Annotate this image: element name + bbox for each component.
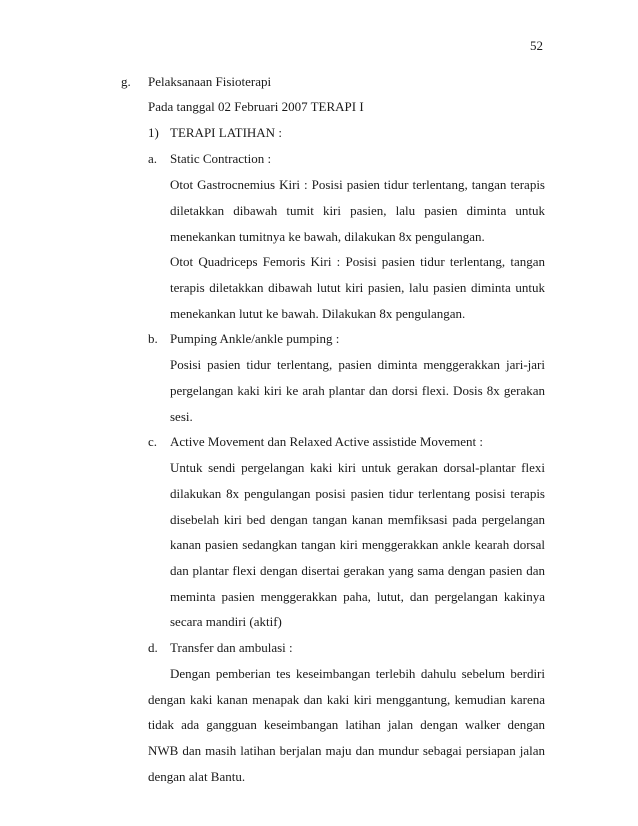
section-title: Pelaksanaan Fisioterapi xyxy=(148,74,272,89)
section-marker: g. xyxy=(121,74,131,89)
item-d-line: Dengan pemberian tes keseimbangan terlebih dahulu sebelum berdiri xyxy=(170,666,545,681)
item-c-line: secara mandiri (aktif) xyxy=(170,614,282,629)
item-d-line: dengan kaki kanan menapak dan kaki kiri menggantung, kemudian karena xyxy=(148,692,545,707)
item-c-title: Active Movement dan Relaxed Active assistide Movement : xyxy=(170,434,484,449)
item-d-title: Transfer dan ambulasi : xyxy=(170,640,293,655)
therapy-marker: 1) xyxy=(148,125,159,140)
item-a-line: terapis diletakkan dibawah lutut kiri pasien, lalu pasien diminta untuk xyxy=(170,280,545,295)
therapy-title: TERAPI LATIHAN : xyxy=(170,125,282,140)
item-d-line: tidak ada gangguan keseimbangan latihan jalan dengan walker dengan xyxy=(148,717,545,732)
item-c-line: meminta pasien menggerakkan paha, lutut, dan pergelangan kakinya xyxy=(170,589,545,604)
item-c-line: dilakukan 8x pengulangan posisi pasien tidur terlentang posisi terapis xyxy=(170,486,545,501)
item-c-marker: c. xyxy=(148,434,158,449)
item-c-line: kanan pasien sedangkan tangan kiri menggerakkan ankle kearah dorsal xyxy=(170,537,545,552)
item-b-line: Posisi pasien tidur terlentang, pasien diminta menggerakkan jari-jari xyxy=(170,357,545,372)
item-d-line: dengan alat Bantu. xyxy=(148,769,246,784)
item-b-line: sesi. xyxy=(170,409,193,424)
item-a-line: diletakkan dibawah tumit kiri pasien, lalu pasien diminta untuk xyxy=(170,203,545,218)
item-a-line: menekankan lutut ke bawah. Dilakukan 8x pengulangan. xyxy=(170,306,466,321)
item-a-line: Otot Gastrocnemius Kiri : Posisi pasien tidur terlentang, tangan terapis xyxy=(170,177,545,192)
date-line: Pada tanggal 02 Februari 2007 TERAPI I xyxy=(148,99,364,114)
item-b-line: pergelangan kaki kiri ke arah plantar dan dorsi flexi. Dosis 8x gerakan xyxy=(170,383,545,398)
page-number: 52 xyxy=(530,38,543,53)
item-a-line: Otot Quadriceps Femoris Kiri : Posisi pasien tidur terlentang, tangan xyxy=(170,254,545,269)
item-d-line: NWB dan masih latihan berjalan maju dan mundur sebagai persiapan jalan xyxy=(148,743,545,758)
item-d-marker: d. xyxy=(148,640,158,655)
item-a-title: Static Contraction : xyxy=(170,151,272,166)
item-c-line: Untuk sendi pergelangan kaki kiri untuk gerakan dorsal-plantar flexi xyxy=(170,460,545,475)
item-b-marker: b. xyxy=(148,331,158,346)
item-c-line: dan plantar flexi dengan disertai gerakan yang sama dengan pasien dan xyxy=(170,563,545,578)
item-c-line: disebelah kiri bed dengan tangan kanan memfiksasi pada pergelangan xyxy=(170,512,545,527)
item-a-marker: a. xyxy=(148,151,158,166)
item-a-line: menekankan tumitnya ke bawah, dilakukan 8x pengulangan. xyxy=(170,229,485,244)
item-b-title: Pumping Ankle/ankle pumping : xyxy=(170,331,340,346)
